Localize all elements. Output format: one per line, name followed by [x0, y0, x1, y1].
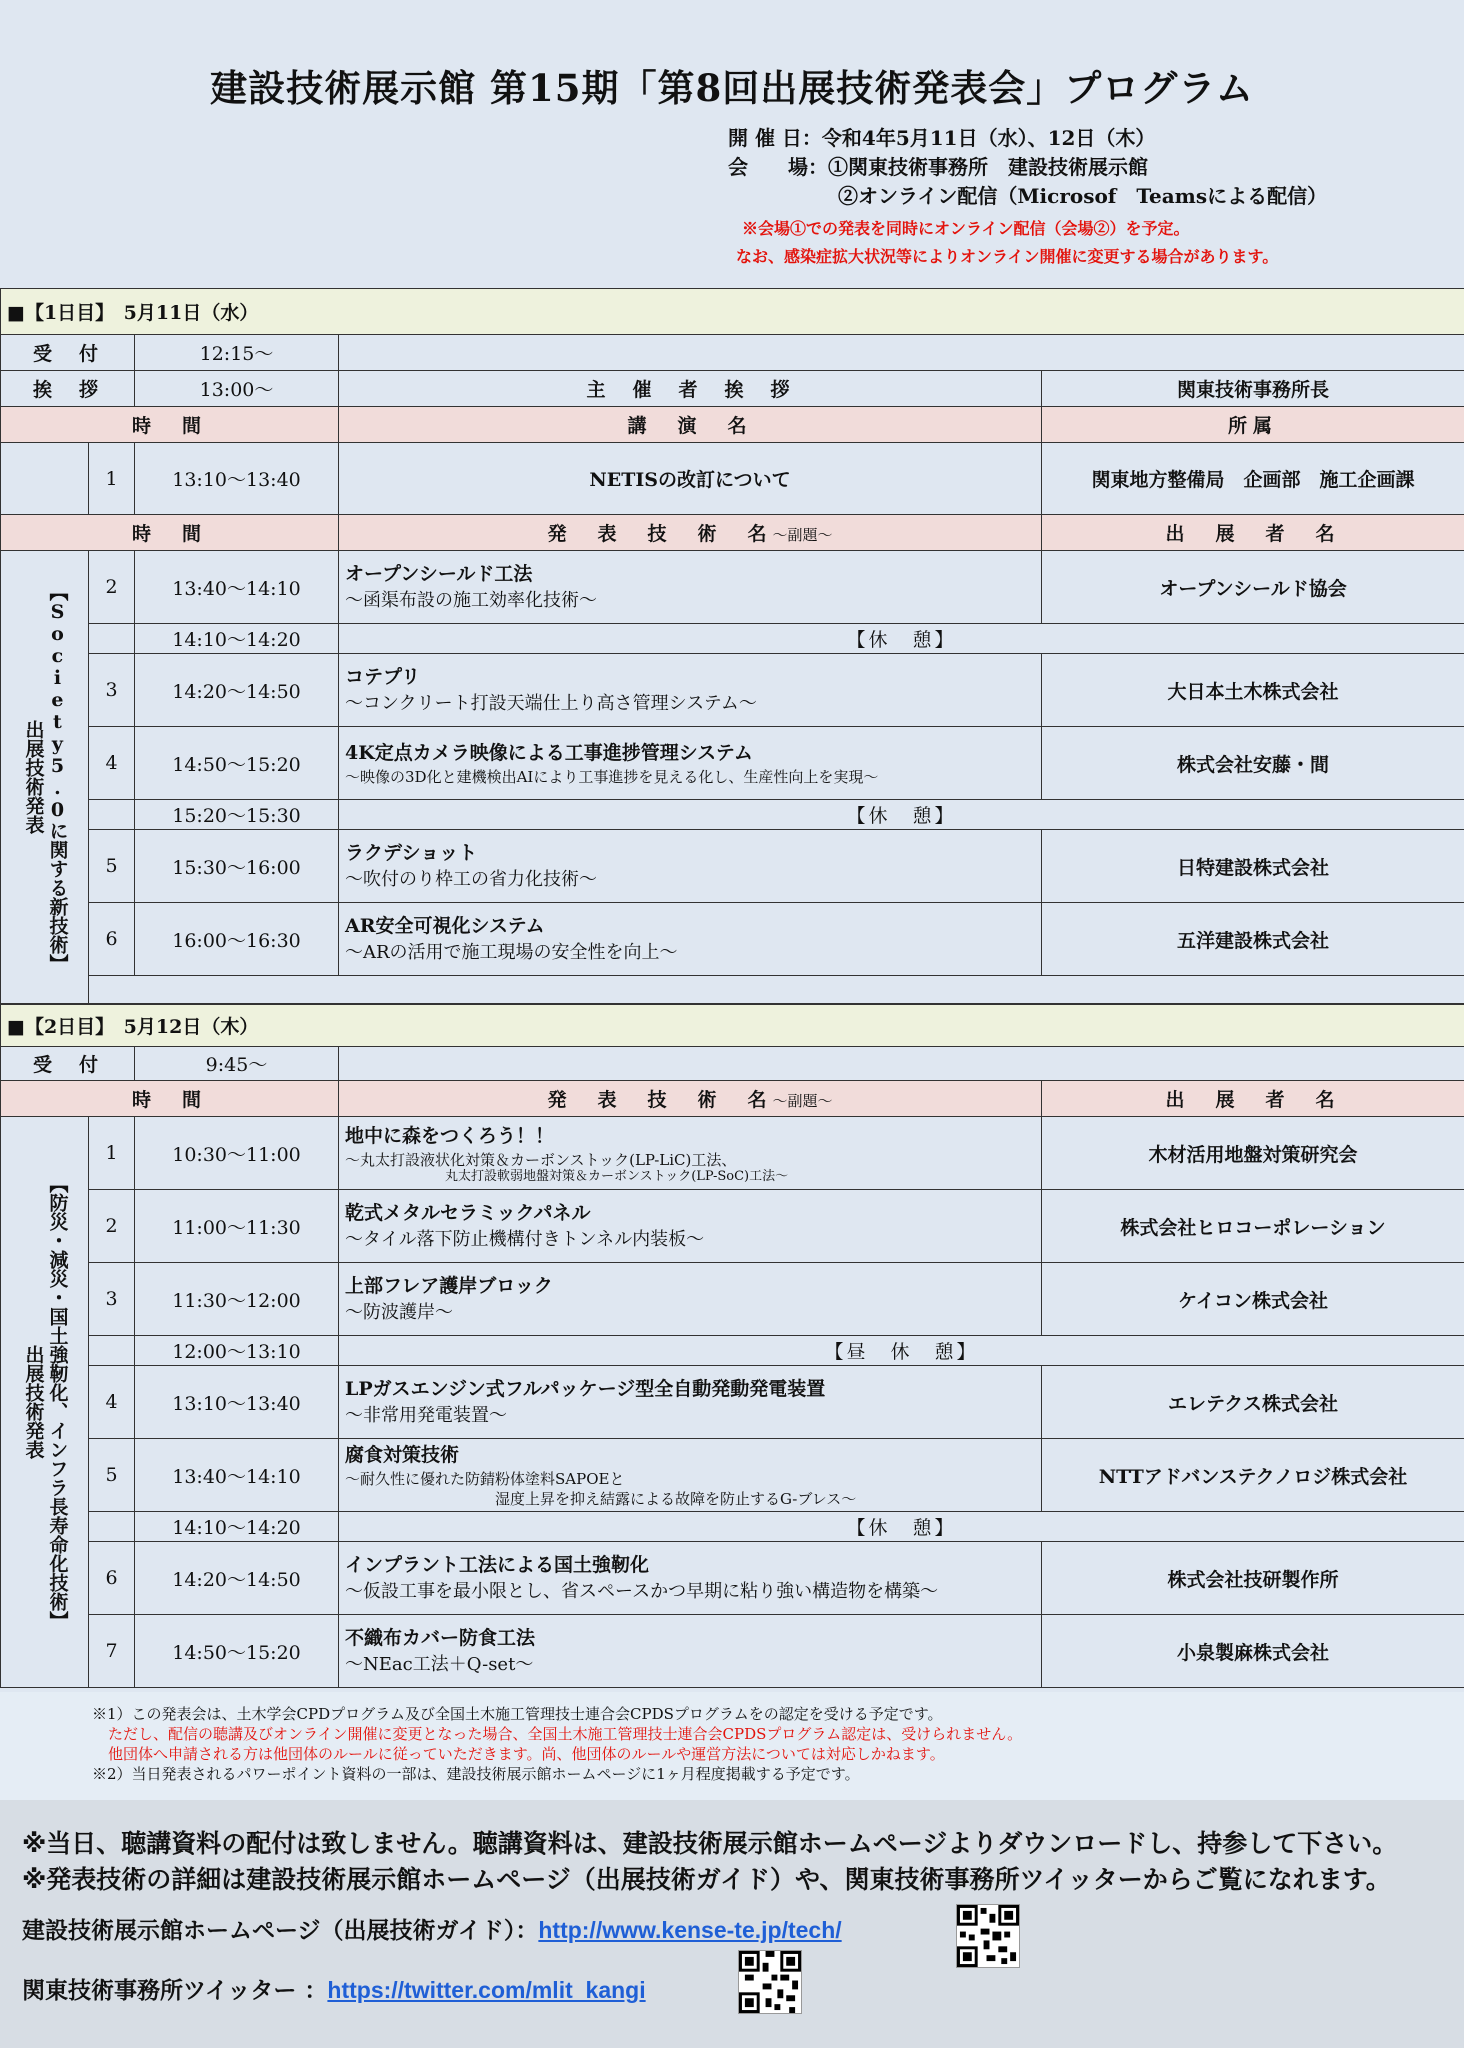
hp-qr-code-icon[interactable]: [956, 1904, 1020, 1968]
day1-item-time: 15:30～16:00: [135, 830, 339, 903]
hp-label: 建設技術展示館ホームページ（出展技術ガイド）：: [22, 1918, 539, 1944]
bottom-line-1: ※当日、聴講資料の配付は致しません。聴講資料は、建設技術展示館ホームページよりダウンロードし、持参して下さい。: [22, 1829, 1398, 1858]
lecture-no: 1: [89, 443, 135, 515]
day2-item-org: NTTアドバンステクノロジ株式会社: [1042, 1439, 1464, 1512]
twitter-link[interactable]: https://twitter.com/mlit_kangi: [327, 1977, 646, 2003]
day1-heading: ■【1日目】 5月11日（水）: [1, 289, 1464, 335]
day1-item-time: 16:00～16:30: [135, 903, 339, 976]
day2-item-title: LPガスエンジン式フルパッケージ型全自動発動発電装置 ～非常用発電装置～: [339, 1366, 1042, 1439]
day1-greeting-label: 挨 拶: [1, 371, 135, 407]
day1-item-title: コテプリ ～コンクリート打設天端仕上り高さ管理システム～: [339, 654, 1042, 727]
lecture-title: NETISの改訂について: [339, 443, 1042, 515]
day2-item-no: 3: [89, 1263, 135, 1336]
day2-item-title: 地中に森をつくろう！！ ～丸太打設液状化対策＆カーボンストック(LP-LiC)工法、 丸太打設軟弱地盤対策＆カーボンストック(LP-SoC)工法～: [339, 1117, 1042, 1190]
day2-header-time: 時 間: [1, 1081, 339, 1117]
hp-link[interactable]: http://www.kense-te.jp/tech/: [538, 1917, 842, 1943]
qr-pattern: [739, 1951, 801, 2013]
twitter-label: 関東技術事務所ツイッター ：: [22, 1978, 328, 2004]
day1-item-org: 大日本土木株式会社: [1042, 654, 1464, 727]
twitter-qr-code-icon[interactable]: [738, 1950, 802, 2014]
venue-line-1: 会 場：①関東技術事務所 建設技術展示館: [728, 155, 1148, 179]
day1-item-time: 14:20～14:50: [135, 654, 339, 727]
day2-item-title: 上部フレア護岸ブロック ～防波護岸～: [339, 1263, 1042, 1336]
day2-item-no: 7: [89, 1615, 135, 1688]
day2-item-no: 2: [89, 1190, 135, 1263]
day2-item-title: インプラント工法による国土強靭化 ～仮設工事を最小限とし、省スペースかつ早期に粘り強い構造物を構築～: [339, 1542, 1042, 1615]
day2-item-no: 4: [89, 1366, 135, 1439]
event-info: [728, 124, 1327, 211]
day1-header-org: 出 展 者 名: [1042, 515, 1464, 551]
venue-line-2: ②オンライン配信（Microsof Teamsによる配信）: [838, 184, 1328, 208]
day2-item-org: 木材活用地盤対策研究会: [1042, 1117, 1464, 1190]
day2-group-label: [1, 1117, 89, 1688]
day1-group-theme: 【Society5.0に関する新技術】: [46, 581, 69, 973]
day1-item-title: ラクデショット ～吹付のり枠工の省力化技術～: [339, 830, 1042, 903]
day1-item-org: 日特建設株式会社: [1042, 830, 1464, 903]
lecture-header-time: 時 間: [1, 407, 339, 443]
day1-table: [0, 288, 1464, 1004]
day1-break-time: 15:20～15:30: [135, 800, 339, 830]
day2-group-main: 出展技術発表: [22, 1345, 45, 1459]
day2-item-time: 14:20～14:50: [135, 1542, 339, 1615]
day2-item-title: 腐食対策技術 ～耐久性に優れた防錆粉体塗料SAPOEと 湿度上昇を抑え結露による故障を防止するG-ブレス～: [339, 1439, 1042, 1512]
day1-item-no: 4: [89, 727, 135, 800]
day1-item-title: AR安全可視化システム ～ARの活用で施工現場の安全性を向上～: [339, 903, 1042, 976]
day1-break-label: 【休 憩】: [339, 800, 1464, 830]
covid-note: なお、感染症拡大状況等によりオンライン開催に変更する場合があります。: [736, 247, 1279, 266]
lecture-header-org: 所属: [1042, 407, 1464, 443]
day2-item-org: 株式会社技研製作所: [1042, 1542, 1464, 1615]
footnotes: [0, 1692, 1464, 1800]
footnote-1c: 他団体へ申請される方は他団体のルールに従っていただきます。尚、他団体のルールや運営方法については対応しかねます。: [108, 1745, 945, 1763]
day2-reception-time: 9:45～: [135, 1047, 339, 1081]
day2-break-label: 【休 憩】: [339, 1512, 1464, 1542]
day1-item-org: 五洋建設株式会社: [1042, 903, 1464, 976]
day1-item-time: 13:40～14:10: [135, 551, 339, 624]
day2-item-org: 小泉製麻株式会社: [1042, 1615, 1464, 1688]
lecture-time: 13:10～13:40: [135, 443, 339, 515]
day1-group-main: 出展技術発表: [22, 720, 45, 834]
day1-reception-time: 12:15～: [135, 335, 339, 371]
day1-header-time: 時 間: [1, 515, 339, 551]
day2-item-no: 5: [89, 1439, 135, 1512]
day1-reception-label: 受 付: [1, 335, 135, 371]
day2-item-time: 14:50～15:20: [135, 1615, 339, 1688]
day2-item-no: 6: [89, 1542, 135, 1615]
qr-pattern: [957, 1905, 1019, 1967]
day2-break-time: 14:10～14:20: [135, 1512, 339, 1542]
day2-header-org: 出 展 者 名: [1042, 1081, 1464, 1117]
day2-item-org: 株式会社ヒロコーポレーション: [1042, 1190, 1464, 1263]
day2-lunch-time: 12:00～13:10: [135, 1336, 339, 1366]
page-title: 建設技術展示館 第15期「第8回出展技術発表会」プログラム: [210, 66, 1254, 110]
day1-break-time: 14:10～14:20: [135, 624, 339, 654]
hp-line: [22, 1912, 842, 1945]
bottom-info: [0, 1800, 1464, 2048]
lecture-header-title: 講 演 名: [339, 407, 1042, 443]
day2-item-no: 1: [89, 1117, 135, 1190]
footnote-2: ※2）当日発表されるパワーポイント資料の一部は、建設技術展示館ホームページに1ヶ月程度掲載する予定です。: [92, 1765, 860, 1783]
day2-item-time: 13:40～14:10: [135, 1439, 339, 1512]
footnote-1: ※1）この発表会は、土木学会CPDプログラム及び全国土木施工管理技士連合会CPDSプログラムをの認定を受ける予定です。: [92, 1705, 943, 1723]
day1-group-label: [1, 551, 89, 1004]
lecture-org: 関東地方整備局 企画部 施工企画課: [1042, 443, 1464, 515]
day2-reception-label: 受 付: [1, 1047, 135, 1081]
day2-lunch-label: 【昼 休 憩】: [339, 1336, 1464, 1366]
day2-item-title: 不織布カバー防食工法 ～NEac工法＋Q-set～: [339, 1615, 1042, 1688]
day2-header-title: 発 表 技 術 名～副題～: [339, 1081, 1042, 1117]
day2-item-title: 乾式メタルセラミックパネル ～タイル落下防止機構付きトンネル内装板～: [339, 1190, 1042, 1263]
day2-item-time: 11:30～12:00: [135, 1263, 339, 1336]
day1-item-title: オープンシールド工法 ～函渠布設の施工効率化技術～: [339, 551, 1042, 624]
date-line: 開 催 日：令和4年5月11日（水）、12日（木）: [728, 126, 1156, 150]
day2-heading: ■【2日目】 5月12日（木）: [1, 1005, 1464, 1047]
day2-item-time: 10:30～11:00: [135, 1117, 339, 1190]
day1-header-title: 発 表 技 術 名～副題～: [339, 515, 1042, 551]
day1-item-time: 14:50～15:20: [135, 727, 339, 800]
day1-item-no: 2: [89, 551, 135, 624]
day1-item-no: 6: [89, 903, 135, 976]
day1-item-no: 3: [89, 654, 135, 727]
day2-item-org: エレテクス株式会社: [1042, 1366, 1464, 1439]
day2-group-theme: 【防災・減災・国土強靭化、インフラ長寿命化技術】: [46, 1174, 69, 1630]
day1-greeting-time: 13:00～: [135, 371, 339, 407]
day1-greeting-org: 関東技術事務所長: [1042, 371, 1464, 407]
day1-item-org: オープンシールド協会: [1042, 551, 1464, 624]
day2-item-time: 11:00～11:30: [135, 1190, 339, 1263]
footnote-1b: ただし、配信の聴講及びオンライン開催に変更となった場合、全国土木施工管理技士連合会CPDSプログラム認定は、受けられません。: [108, 1725, 1023, 1743]
twitter-line: [22, 1972, 646, 2005]
day1-item-org: 株式会社安藤・間: [1042, 727, 1464, 800]
online-note: ※会場①での発表を同時にオンライン配信（会場②）を予定。: [742, 219, 1190, 238]
day1-greeting-title: 主 催 者 挨 拶: [339, 371, 1042, 407]
bottom-line-2: ※発表技術の詳細は建設技術展示館ホームページ（出展技術ガイド）や、関東技術事務所ツイッターからご覧になれます。: [22, 1865, 1391, 1894]
day2-table: [0, 1004, 1464, 1688]
day1-item-no: 5: [89, 830, 135, 903]
day2-item-org: ケイコン株式会社: [1042, 1263, 1464, 1336]
day1-break-label: 【休 憩】: [339, 624, 1464, 654]
day1-item-title: 4K定点カメラ映像による工事進捗管理システム ～映像の3D化と建機検出AIにより工事進捗を見える化し、生産性向上を実現～: [339, 727, 1042, 800]
day2-item-time: 13:10～13:40: [135, 1366, 339, 1439]
